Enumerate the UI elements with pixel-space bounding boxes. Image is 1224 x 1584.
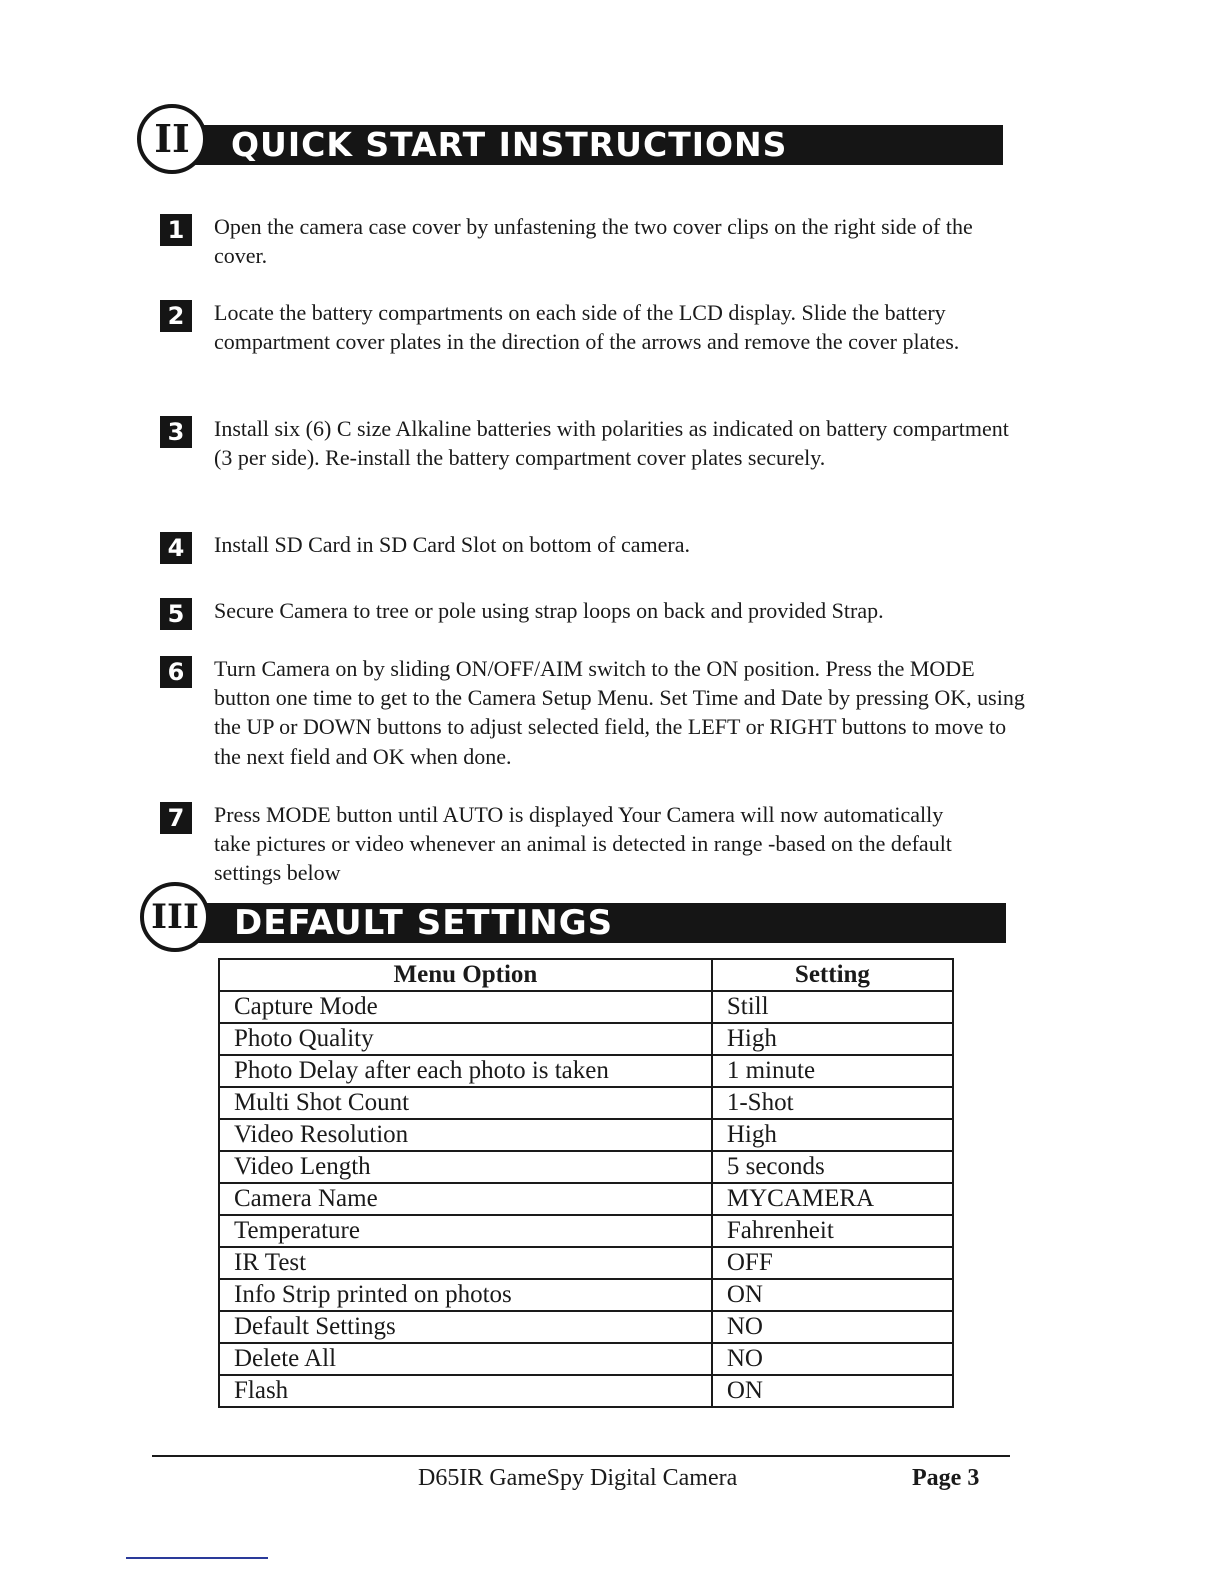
column-header-menu-option: Menu Option bbox=[219, 959, 712, 991]
setting-cell: Fahrenheit bbox=[712, 1215, 953, 1247]
setting-cell: ON bbox=[712, 1375, 953, 1407]
setting-cell: OFF bbox=[712, 1247, 953, 1279]
table-row bbox=[219, 1343, 953, 1375]
table-row bbox=[219, 1183, 953, 1215]
step-number-badge: 3 bbox=[160, 416, 192, 448]
default-settings-table bbox=[218, 958, 954, 1408]
step-text: Turn Camera on by sliding ON/OFF/AIM switch to the ON position. Press the MODE button one time to get to the Camera Setup Menu. Set Time and Date by pressing OK, using the UP or DOWN buttons to adjust selected field, the LEFT or RIGHT buttons to move to the next field and OK when done. bbox=[214, 656, 1025, 769]
step-number-badge: 7 bbox=[160, 802, 192, 834]
step-number-badge: 4 bbox=[160, 532, 192, 564]
roman-numeral-badge: III bbox=[140, 882, 210, 952]
setting-cell: 5 seconds bbox=[712, 1151, 953, 1183]
step-number-badge: 1 bbox=[160, 214, 192, 246]
menu-option-cell: Photo Quality bbox=[219, 1023, 712, 1055]
setting-cell: High bbox=[712, 1023, 953, 1055]
footer-divider bbox=[152, 1455, 1010, 1457]
menu-option-cell: Capture Mode bbox=[219, 991, 712, 1023]
step-text: Secure Camera to tree or pole using strap loops on back and provided Strap. bbox=[214, 598, 884, 623]
section-header-default-settings bbox=[140, 882, 1006, 960]
setting-cell: MYCAMERA bbox=[712, 1183, 953, 1215]
menu-option-cell: IR Test bbox=[219, 1247, 712, 1279]
step-text: Install SD Card in SD Card Slot on bottom of camera. bbox=[214, 532, 690, 557]
step-number-badge: 2 bbox=[160, 300, 192, 332]
setting-cell: 1-Shot bbox=[712, 1087, 953, 1119]
table-row bbox=[219, 1375, 953, 1407]
table-row bbox=[219, 1215, 953, 1247]
table-row bbox=[219, 1247, 953, 1279]
roman-numeral-badge: II bbox=[137, 104, 207, 174]
menu-option-cell: Temperature bbox=[219, 1215, 712, 1247]
setting-cell: 1 minute bbox=[712, 1055, 953, 1087]
footer-document-title: D65IR GameSpy Digital Camera bbox=[418, 1465, 738, 1491]
step-text: Locate the battery compartments on each side of the LCD display. Slide the battery compartment cover plates in the direction of the arrows and remove the cover plates. bbox=[214, 300, 960, 355]
menu-option-cell: Info Strip printed on photos bbox=[219, 1279, 712, 1311]
table-row bbox=[219, 1119, 953, 1151]
menu-option-cell: Camera Name bbox=[219, 1183, 712, 1215]
footnote-divider bbox=[126, 1557, 268, 1559]
footer-page-number: Page 3 bbox=[912, 1465, 980, 1491]
step-text: Press MODE button until AUTO is displayed Your Camera will now automatically take pictures or video whenever an animal is detected in range -based on the default settings below bbox=[214, 802, 952, 886]
table-row bbox=[219, 991, 953, 1023]
table-row bbox=[219, 1279, 953, 1311]
step-text: Install six (6) C size Alkaline batteries with polarities as indicated on battery compartment (3 per side). Re-install the battery compartment cover plates securely. bbox=[214, 416, 1009, 471]
menu-option-cell: Video Length bbox=[219, 1151, 712, 1183]
step-text: Open the camera case cover by unfastening the two cover clips on the right side of the cover. bbox=[214, 214, 973, 269]
menu-option-cell: Default Settings bbox=[219, 1311, 712, 1343]
menu-option-cell: Delete All bbox=[219, 1343, 712, 1375]
setting-cell: NO bbox=[712, 1343, 953, 1375]
column-header-setting: Setting bbox=[712, 959, 953, 991]
menu-option-cell: Multi Shot Count bbox=[219, 1087, 712, 1119]
table-row bbox=[219, 1311, 953, 1343]
setting-cell: NO bbox=[712, 1311, 953, 1343]
section-title: QUICK START INSTRUCTIONS bbox=[179, 125, 1003, 165]
section-header-quick-start bbox=[137, 104, 1003, 182]
setting-cell: Still bbox=[712, 991, 953, 1023]
menu-option-cell: Flash bbox=[219, 1375, 712, 1407]
table-row bbox=[219, 1023, 953, 1055]
table-row bbox=[219, 1055, 953, 1087]
table-row bbox=[219, 1087, 953, 1119]
table-row bbox=[219, 1151, 953, 1183]
menu-option-cell: Photo Delay after each photo is taken bbox=[219, 1055, 712, 1087]
setting-cell: High bbox=[712, 1119, 953, 1151]
setting-cell: ON bbox=[712, 1279, 953, 1311]
section-title: DEFAULT SETTINGS bbox=[182, 903, 1006, 943]
menu-option-cell: Video Resolution bbox=[219, 1119, 712, 1151]
table-header-row bbox=[219, 959, 953, 991]
step-number-badge: 6 bbox=[160, 656, 192, 688]
step-number-badge: 5 bbox=[160, 598, 192, 630]
